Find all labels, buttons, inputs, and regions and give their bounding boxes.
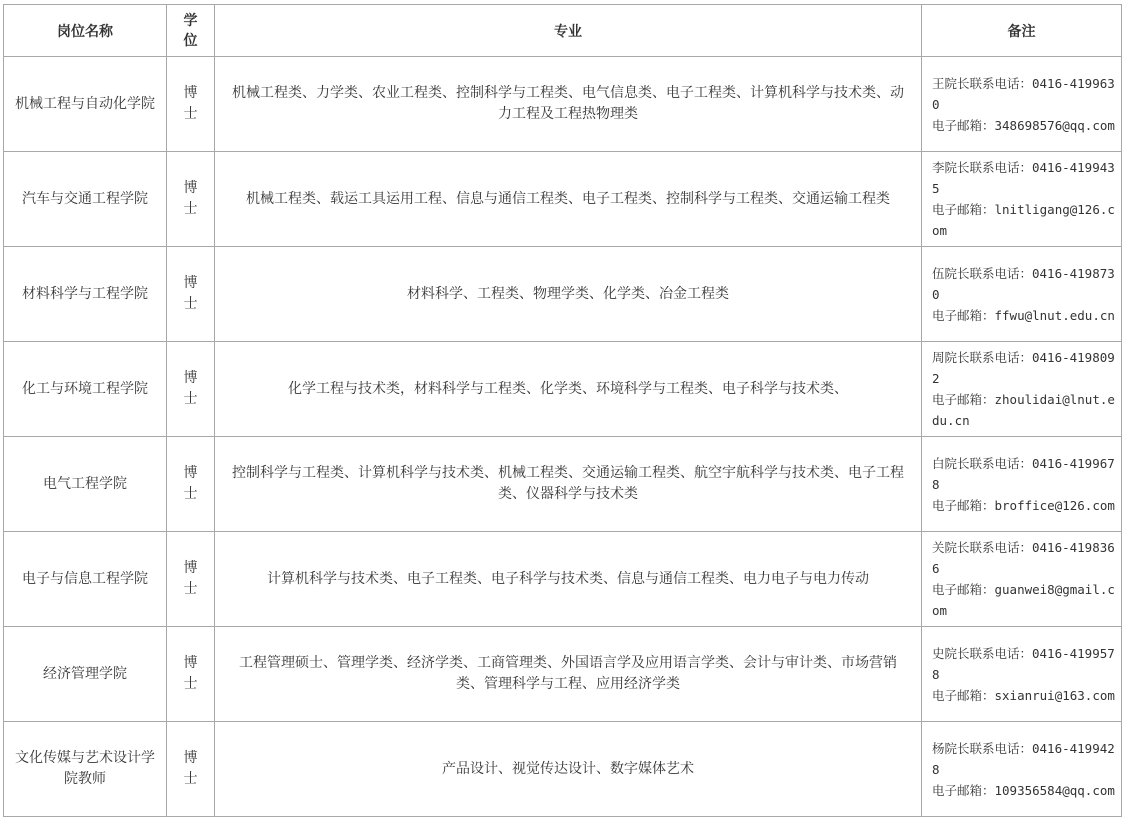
position-name-cell: 经济管理学院 — [4, 627, 167, 722]
header-note: 备注 — [922, 5, 1122, 57]
note-cell — [922, 342, 1122, 437]
table-row — [4, 437, 1122, 532]
degree-cell: 博士 — [167, 247, 215, 342]
header-major: 专业 — [215, 5, 922, 57]
table-row — [4, 532, 1122, 627]
major-cell: 控制科学与工程类、计算机科学与技术类、机械工程类、交通运输工程类、航空宇航科学与技术类、电子工程类、仪器科学与技术类 — [215, 437, 922, 532]
degree-cell: 博士 — [167, 57, 215, 152]
major-cell: 机械工程类、力学类、农业工程类、控制科学与工程类、电气信息类、电子工程类、计算机科学与技术类、动力工程及工程热物理类 — [215, 57, 922, 152]
degree-cell: 博士 — [167, 437, 215, 532]
major-cell: 工程管理硕士、管理学类、经济学类、工商管理类、外国语言学及应用语言学类、会计与审计类、市场营销类、管理科学与工程、应用经济学类 — [215, 627, 922, 722]
contact-phone: 伍院长联系电话：0416-4198730 — [932, 265, 1115, 302]
position-name-cell: 电气工程学院 — [4, 437, 167, 532]
header-position-name: 岗位名称 — [4, 5, 167, 57]
contact-email: 电子邮箱：broffice@126.com — [932, 497, 1115, 513]
contact-phone: 王院长联系电话：0416-4199630 — [932, 75, 1115, 112]
position-name-cell: 材料科学与工程学院 — [4, 247, 167, 342]
position-name-cell: 汽车与交通工程学院 — [4, 152, 167, 247]
note-cell — [922, 152, 1122, 247]
position-name-cell: 化工与环境工程学院 — [4, 342, 167, 437]
note-cell — [922, 247, 1122, 342]
note-cell — [922, 437, 1122, 532]
contact-email: 电子邮箱：sxianrui@163.com — [932, 687, 1115, 703]
note-cell — [922, 627, 1122, 722]
degree-cell: 博士 — [167, 722, 215, 817]
major-cell: 产品设计、视觉传达设计、数字媒体艺术 — [215, 722, 922, 817]
position-name-cell: 机械工程与自动化学院 — [4, 57, 167, 152]
contact-email: 电子邮箱：ffwu@lnut.edu.cn — [932, 307, 1115, 323]
position-name-cell: 文化传媒与艺术设计学院教师 — [4, 722, 167, 817]
major-cell: 化学工程与技术类，材料科学与工程类、化学类、环境科学与工程类、电子科学与技术类、 — [215, 342, 922, 437]
table-row — [4, 247, 1122, 342]
contact-phone: 李院长联系电话：0416-4199435 — [932, 160, 1115, 196]
degree-cell: 博士 — [167, 627, 215, 722]
position-name-cell: 电子与信息工程学院 — [4, 532, 167, 627]
header-degree: 学位 — [167, 5, 215, 57]
contact-phone: 史院长联系电话：0416-4199578 — [932, 645, 1115, 682]
degree-cell: 博士 — [167, 152, 215, 247]
major-cell: 材料科学、工程类、物理学类、化学类、冶金工程类 — [215, 247, 922, 342]
note-cell — [922, 722, 1122, 817]
contact-email: 电子邮箱：lnitligang@126.com — [932, 202, 1115, 238]
table-row — [4, 342, 1122, 437]
contact-email: 电子邮箱：zhoulidai@lnut.edu.cn — [932, 392, 1115, 428]
contact-email: 电子邮箱：guanwei8@gmail.com — [932, 582, 1115, 618]
table-row — [4, 152, 1122, 247]
table-row — [4, 57, 1122, 152]
note-cell — [922, 532, 1122, 627]
contact-phone: 杨院长联系电话：0416-4199428 — [932, 740, 1115, 777]
contact-email: 电子邮箱：348698576@qq.com — [932, 117, 1115, 133]
contact-phone: 周院长联系电话：0416-4198092 — [932, 350, 1115, 386]
note-cell — [922, 57, 1122, 152]
contact-phone: 白院长联系电话：0416-4199678 — [932, 455, 1115, 492]
major-cell: 计算机科学与技术类、电子工程类、电子科学与技术类、信息与通信工程类、电力电子与电力传动 — [215, 532, 922, 627]
major-cell: 机械工程类、载运工具运用工程、信息与通信工程类、电子工程类、控制科学与工程类、交通运输工程类 — [215, 152, 922, 247]
contact-email: 电子邮箱：109356584@qq.com — [932, 782, 1115, 798]
contact-phone: 关院长联系电话：0416-4198366 — [932, 540, 1115, 576]
recruitment-table — [3, 4, 1122, 817]
table-row — [4, 627, 1122, 722]
table-row — [4, 722, 1122, 817]
table-header-row — [4, 5, 1122, 57]
degree-cell: 博士 — [167, 532, 215, 627]
degree-cell: 博士 — [167, 342, 215, 437]
